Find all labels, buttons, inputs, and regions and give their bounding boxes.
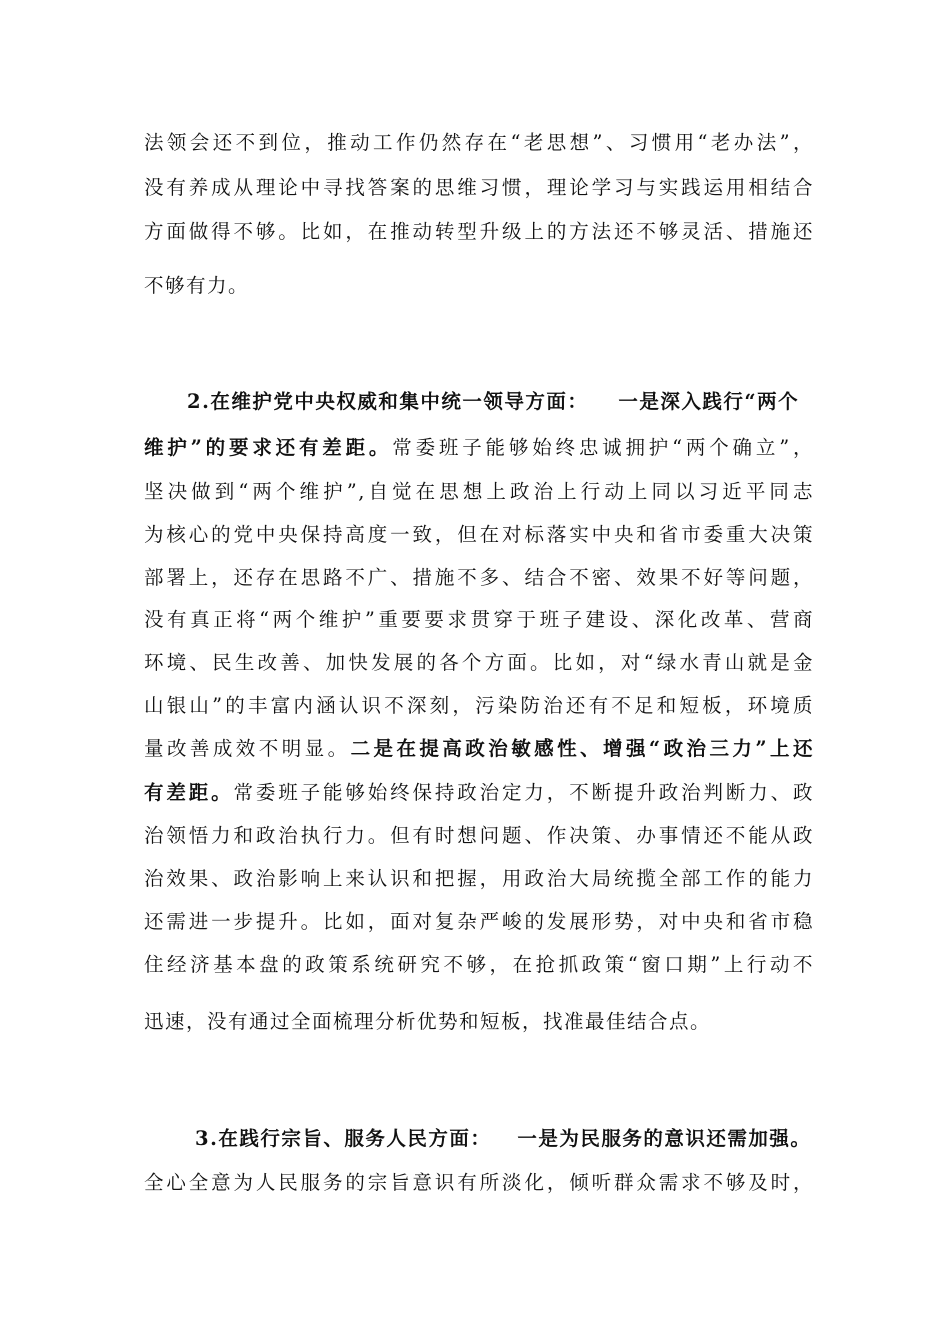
paragraph-line: 山银山”的丰富内涵认识不深刻，污染防治还有不足和短板，环境质 [144,694,814,717]
paragraph-line [144,734,814,764]
point-heading: 有差距。 [144,781,234,804]
paragraph-line: 住经济基本盘的政策系统研究不够，在抢抓政策“窗口期”上行动不 [144,953,814,976]
paragraph-line [144,433,814,463]
paragraph-line: 没有养成从理论中寻找答案的思维习惯，理论学习与实践运用相结合 [144,176,814,199]
paragraph-line: 坚决做到“两个维护”,自觉在思想上政治上行动上同以习近平同志 [144,480,814,503]
paragraph-line: 为核心的党中央保持高度一致，但在对标落实中央和省市委重大决策 [144,523,814,546]
point-heading: 维护”的要求还有差距。 [144,436,393,459]
paragraph-line: 还需进一步提升。比如，面对复杂严峻的发展形势，对中央和省市稳 [144,910,814,933]
paragraph-text: 常委班子能够始终忠诚拥护“两个确立”， [392,436,814,459]
paragraph-line: 全心全意为人民服务的宗旨意识有所淡化，倾听群众需求不够及时， [144,1171,814,1194]
paragraph-line: 没有真正将“两个维护”重要要求贯穿于班子建设、深化改革、营商 [144,608,814,631]
point-heading: 一是为民服务的意识还需加强。 [517,1127,812,1150]
section-heading-line [187,387,814,417]
paragraph-line: 不够有力。 [144,274,250,297]
paragraph-line: 迅速，没有通过全面梳理分析优势和短板，找准最佳结合点。 [144,1010,712,1033]
paragraph-line [144,778,814,808]
point-heading: 二是在提高政治敏感性、增强“政治三力”上还 [350,737,814,760]
paragraph-text: 量改善成效不明显。 [144,737,351,760]
section-heading-line [195,1124,814,1154]
paragraph-line: 部署上，还存在思路不广、措施不多、结合不密、效果不好等问题， [144,566,814,589]
paragraph-text: 常委班子能够始终保持政治定力，不断提升政治判断力、政 [233,781,814,804]
point-heading: 一是深入践行“两个 [618,390,800,413]
paragraph-line: 治领悟力和政治执行力。但有时想问题、作决策、办事情还不能从政 [144,824,814,847]
paragraph-line: 方面做得不够。比如，在推动转型升级上的方法还不够灵活、措施还 [144,220,814,243]
section-heading: 3.在践行宗旨、服务人民方面： [195,1127,492,1150]
paragraph-line: 法领会还不到位，推动工作仍然存在“老思想”、习惯用“老办法”， [144,131,814,154]
paragraph-line: 环境、民生改善、加快发展的各个方面。比如，对“绿水青山就是金 [144,651,814,674]
paragraph-line: 治效果、政治影响上来认识和把握，用政治大局统揽全部工作的能力 [144,867,814,890]
section-heading: 2.在维护党中央权威和集中统一领导方面： [187,390,589,413]
